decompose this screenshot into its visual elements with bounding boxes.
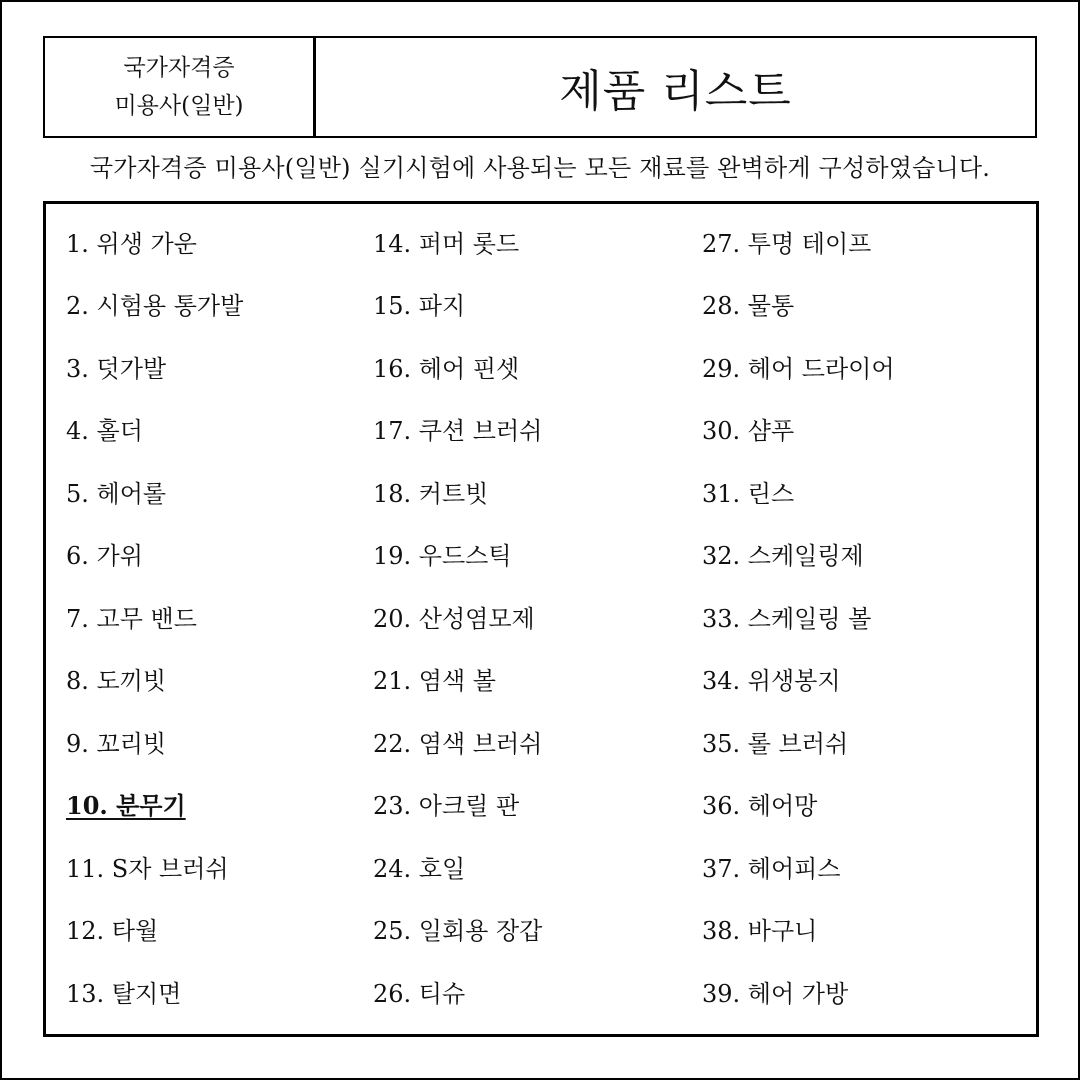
list-item: 15. 파지: [373, 292, 466, 320]
intro-text: 국가자격증 미용사(일반) 실기시험에 사용되는 모든 재료를 완벽하게 구성하였습니다.: [89, 154, 991, 182]
list-item: 5. 헤어롤: [66, 480, 167, 508]
list-item: 33. 스케일링 볼: [702, 605, 872, 633]
page-title: 제품 리스트: [559, 66, 792, 117]
header-table: [43, 36, 1037, 138]
list-item: 20. 산성염모제: [373, 605, 535, 633]
list-item: 36. 헤어망: [702, 792, 818, 820]
list-item: 26. 티슈: [373, 980, 466, 1008]
list-item-highlighted: 10. 분무기: [66, 791, 186, 820]
header-category-line2: 미용사(일반): [114, 93, 244, 119]
list-item: 30. 샴푸: [702, 417, 795, 445]
list-item: 12. 타월: [66, 917, 159, 945]
list-item: 19. 우드스틱: [373, 542, 512, 570]
list-item: 13. 탈지면: [66, 980, 182, 1008]
list-item: 21. 염색 볼: [373, 667, 496, 695]
list-item: 37. 헤어피스: [702, 855, 841, 883]
list-item: 34. 위생봉지: [702, 667, 841, 695]
product-list: [43, 201, 1039, 1037]
list-item: 31. 린스: [702, 480, 795, 508]
list-item: 25. 일회용 장갑: [373, 917, 543, 945]
list-item: 4. 홀더: [66, 417, 143, 445]
list-item: 39. 헤어 가방: [702, 980, 849, 1008]
list-item: 16. 헤어 핀셋: [373, 355, 520, 383]
list-item: 28. 물통: [702, 292, 795, 320]
list-item: 11. S자 브러쉬: [66, 855, 229, 883]
list-item: 2. 시험용 통가발: [66, 292, 244, 320]
header-category-line1: 국가자격증: [123, 55, 235, 81]
list-item: 17. 쿠션 브러쉬: [373, 417, 543, 445]
list-item: 18. 커트빗: [373, 480, 489, 508]
list-item: 23. 아크릴 판: [373, 792, 520, 820]
list-item: 3. 덧가발: [66, 355, 167, 383]
list-item: 1. 위생 가운: [66, 230, 197, 258]
list-item: 32. 스케일링제: [702, 542, 864, 570]
list-item: 35. 롤 브러쉬: [702, 730, 849, 758]
list-item: 8. 도끼빗: [66, 667, 167, 695]
list-item: 6. 가위: [66, 542, 143, 570]
list-item: 38. 바구니: [702, 917, 818, 945]
list-item: 22. 염색 브러쉬: [373, 730, 543, 758]
list-item: 24. 호일: [373, 855, 466, 883]
header-category-cell: [45, 38, 316, 136]
list-item: 27. 투명 테이프: [702, 230, 872, 258]
list-item: 14. 퍼머 롯드: [373, 230, 520, 258]
list-item: 7. 고무 밴드: [66, 605, 197, 633]
list-item: 9. 꼬리빗: [66, 730, 167, 758]
list-item: 29. 헤어 드라이어: [702, 355, 895, 383]
